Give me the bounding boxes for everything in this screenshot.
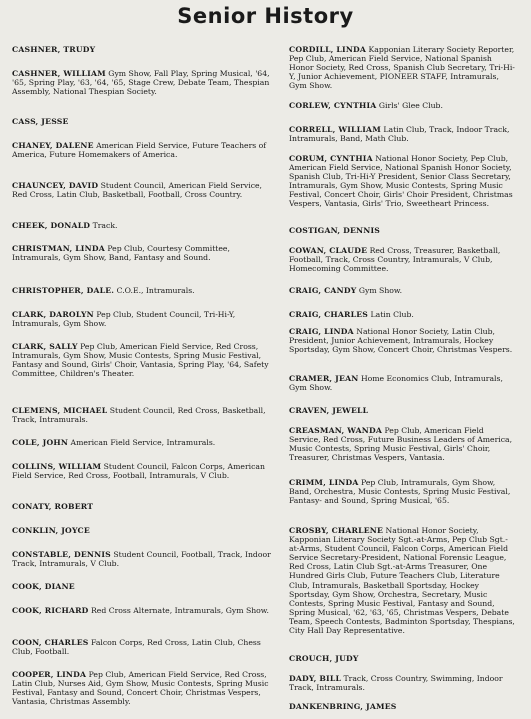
student-activities: Pep Club, Courtesy Committee, Intramurals, Gym Show, Band, Fantasy and Sound. <box>12 244 230 263</box>
student-entry <box>12 310 278 328</box>
student-activities: National Honor Society, Pep Club, American Field Service, National Spanish Honor Society, Spanish Club, Tri-Hi-Y President, Senior Class Secretary, Intramurals, Gym Show, Music Contests, Spring Music Festival, Concert Choir, Girls' Choir President, Christmas Vespers, Vantasia, Girls' Trio, Sweetheart Princess. <box>289 154 513 209</box>
student-activities: Track, Cross Country, Swimming, Indoor Track, Intramurals. <box>289 674 503 693</box>
student-entry <box>12 406 278 424</box>
student-entry <box>289 154 517 209</box>
student-name: CONATY, ROBERT <box>12 502 94 511</box>
student-name: CRAIG, CHARLES <box>289 310 369 319</box>
student-name: COOPER, LINDA <box>12 670 87 679</box>
student-activities: Pep Club, American Field Service, Red Cross, Future Business Leaders of America, Music Contests, Spring Music Festival, Girls' Choir, Treasurer, Christmas Vespers, Vantasia. <box>289 426 513 463</box>
student-name: CROSBY, CHARLENE <box>289 526 384 535</box>
student-name: CLARK, DAROLYN <box>12 310 94 319</box>
student-name: CRAIG, CANDY <box>289 286 357 295</box>
student-activities: National Honor Society, Latin Club, President, Junior Achievement, Intramurals, Hockey Sportsday, Gym Show, Concert Choir, Christmas Vespers. <box>289 327 513 355</box>
student-entry <box>12 582 278 591</box>
student-entry <box>289 226 517 235</box>
student-entry <box>12 526 278 535</box>
student-entry <box>12 462 278 480</box>
student-activities: Pep Club, American Field Service, Red Cross, Intramurals, Gym Show, Music Contests, Spring Music Festival, Fantasy and Sound, Girls' Choir, Vantasia, Spring Play, '64, Safety Committee, Children's Theater. <box>12 342 269 379</box>
student-entry <box>289 125 517 143</box>
student-name: COWAN, CLAUDE <box>289 246 368 255</box>
student-name: CHANEY, DALENE <box>12 141 94 150</box>
student-name: COOK, RICHARD <box>12 606 89 615</box>
student-name: DADY, BILL <box>289 674 342 683</box>
student-name: CONSTABLE, DENNIS <box>12 550 111 559</box>
student-name: CREASMAN, WANDA <box>289 426 383 435</box>
student-name: CONKLIN, JOYCE <box>12 526 90 535</box>
student-entry <box>12 438 278 447</box>
student-entry <box>12 342 278 378</box>
student-name: CORDILL, LINDA <box>289 45 367 54</box>
student-activities: Red Cross Alternate, Intramurals, Gym Show. <box>91 606 269 615</box>
student-name: CRAMER, JEAN <box>289 374 359 383</box>
student-name: CASHNER, TRUDY <box>12 45 96 54</box>
student-name: CORRELL, WILLIAM <box>289 125 381 134</box>
student-name: COLLINS, WILLIAM <box>12 462 102 471</box>
student-activities: Latin Club. <box>370 310 414 319</box>
student-name: COON, CHARLES <box>12 638 89 647</box>
student-name: CASHNER, WILLIAM <box>12 69 106 78</box>
student-activities: Home Economics Club, Intramurals, Gym Show. <box>289 374 503 393</box>
student-entry <box>12 45 278 54</box>
student-entry <box>12 286 278 295</box>
student-entry <box>289 654 517 663</box>
student-entry <box>12 244 278 262</box>
student-entry <box>289 246 517 273</box>
page-title: Senior History <box>177 4 354 28</box>
student-name: CRIMM, LINDA <box>289 478 359 487</box>
student-entry <box>12 181 278 199</box>
student-entry <box>289 310 517 319</box>
student-name: CHEEK, DONALD <box>12 221 91 230</box>
student-activities: Student Council, Football, Track, Indoor Track, Intramurals, V Club. <box>12 550 271 569</box>
student-entry <box>289 426 517 462</box>
student-entry <box>12 550 278 568</box>
student-name: CASS, JESSE <box>12 117 69 126</box>
student-entry <box>289 406 517 415</box>
student-name: CORUM, CYNTHIA <box>289 154 373 163</box>
student-activities: Red Cross, Treasurer, Basketball, Football, Track, Cross Country, Intramurals, V Club, Homecoming Committee. <box>289 246 501 274</box>
student-entry <box>12 606 278 615</box>
student-name: CHRISTMAN, LINDA <box>12 244 105 253</box>
student-name: CROUCH, JUDY <box>289 654 359 663</box>
student-name: CHAUNCEY, DAVID <box>12 181 99 190</box>
student-name: COSTIGAN, DENNIS <box>289 226 381 235</box>
student-entry <box>12 117 278 126</box>
student-name: CLEMENS, MICHAEL <box>12 406 108 415</box>
student-entry <box>289 45 517 90</box>
student-activities: Student Council, American Field Service, Red Cross, Latin Club, Basketball, Football, Cross Country. <box>12 181 263 200</box>
student-name: CRAIG, LINDA <box>289 327 354 336</box>
student-entry <box>289 702 517 711</box>
student-entry <box>289 101 517 110</box>
student-activities: Student Council, Falcon Corps, American Field Service, Red Cross, Football, Intramurals, V Club. <box>12 462 265 481</box>
student-activities: Pep Club, American Field Service, Red Cross, Latin Club, Nurses Aid, Gym Show, Music Contests, Spring Music Festival, Fantasy and Sound, Concert Choir, Christmas Vespers, Vantasia, Christmas Assembly. <box>12 670 269 707</box>
student-name: CRAVEN, JEWELL <box>289 406 369 415</box>
student-activities: Latin Club, Track, Indoor Track, Intramurals, Band, Math Club. <box>289 125 510 144</box>
student-name: DANKENBRING, JAMES <box>289 702 397 711</box>
student-activities: Girls' Glee Club. <box>378 101 443 110</box>
student-entry <box>289 286 517 295</box>
student-activities: American Field Service, Intramurals. <box>70 438 216 447</box>
student-activities: Pep Club, Intramurals, Gym Show, Band, Orchestra, Music Contests, Spring Music Festival, Fantasy- and Sound, Spring Musical, '65. <box>289 478 511 506</box>
student-entry <box>12 221 278 230</box>
student-entry <box>12 69 278 96</box>
student-activities: Falcon Corps, Red Cross, Latin Club, Chess Club, Football. <box>12 638 261 657</box>
student-entry <box>289 327 517 354</box>
student-activities: Pep Club, Student Council, Tri-Hi-Y, Intramurals, Gym Show. <box>12 310 236 329</box>
student-entry <box>12 670 278 706</box>
student-activities: C.O.E., Intramurals. <box>116 286 195 295</box>
student-name: CHRISTOPHER, DALE. <box>12 286 115 295</box>
student-activities: Gym Show, Fall Play, Spring Musical, '64, '65, Spring Play, '63, '64, '65, Stage Crew, Debate Team, Thespian Assembly, National Thespian Society. <box>12 69 270 97</box>
student-entry <box>289 478 517 505</box>
student-activities: American Field Service, Future Teachers of America, Future Homemakers of America. <box>12 141 267 160</box>
student-activities: National Honor Society, Kapponian Literary Society Sgt.-at-Arms, Pep Club Sgt.-at-Arms, Student Council, Falcon Corps, American Field Service Secretary-President, National Forensic League, Red Cross, Latin Club Sgt.-at-Arms Treasurer, One Hundred Girls Club, Future Teachers Club, Literature Club, Intramurals, Basketball Sportsday, Hockey Sportsday, Gym Show, Orchestra, Secretary, Music Contests, Spring Music Festival, Fantasy and Sound, Spring Musical, '62, '63, '65, Christmas Vespers, Debate Team, Speech Contests, Badminton Sportsday, Thespians, City Hall Day Representative. <box>289 526 515 636</box>
student-name: COLE, JOHN <box>12 438 69 447</box>
student-name: COOK, DIANE <box>12 582 75 591</box>
student-activities: Student Council, Red Cross, Basketball, Track, Intramurals. <box>12 406 266 425</box>
student-entry <box>289 374 517 392</box>
student-activities: Track. <box>92 221 118 230</box>
student-name: CLARK, SALLY <box>12 342 78 351</box>
student-activities: Kapponian Literary Society Reporter, Pep Club, American Field Service, National Spanish Honor Society, Red Cross, Spanish Club Secretary, Tri-Hi-Y, Junior Achievement, PIONEER STAFF, Intramurals, Gym Show. <box>289 45 515 91</box>
student-entry <box>289 526 517 635</box>
student-activities: Gym Show. <box>358 286 403 295</box>
student-entry <box>12 638 278 656</box>
student-entry <box>12 502 278 511</box>
student-name: CORLEW, CYNTHIA <box>289 101 377 110</box>
student-entry <box>12 141 278 159</box>
student-entry <box>289 674 517 692</box>
